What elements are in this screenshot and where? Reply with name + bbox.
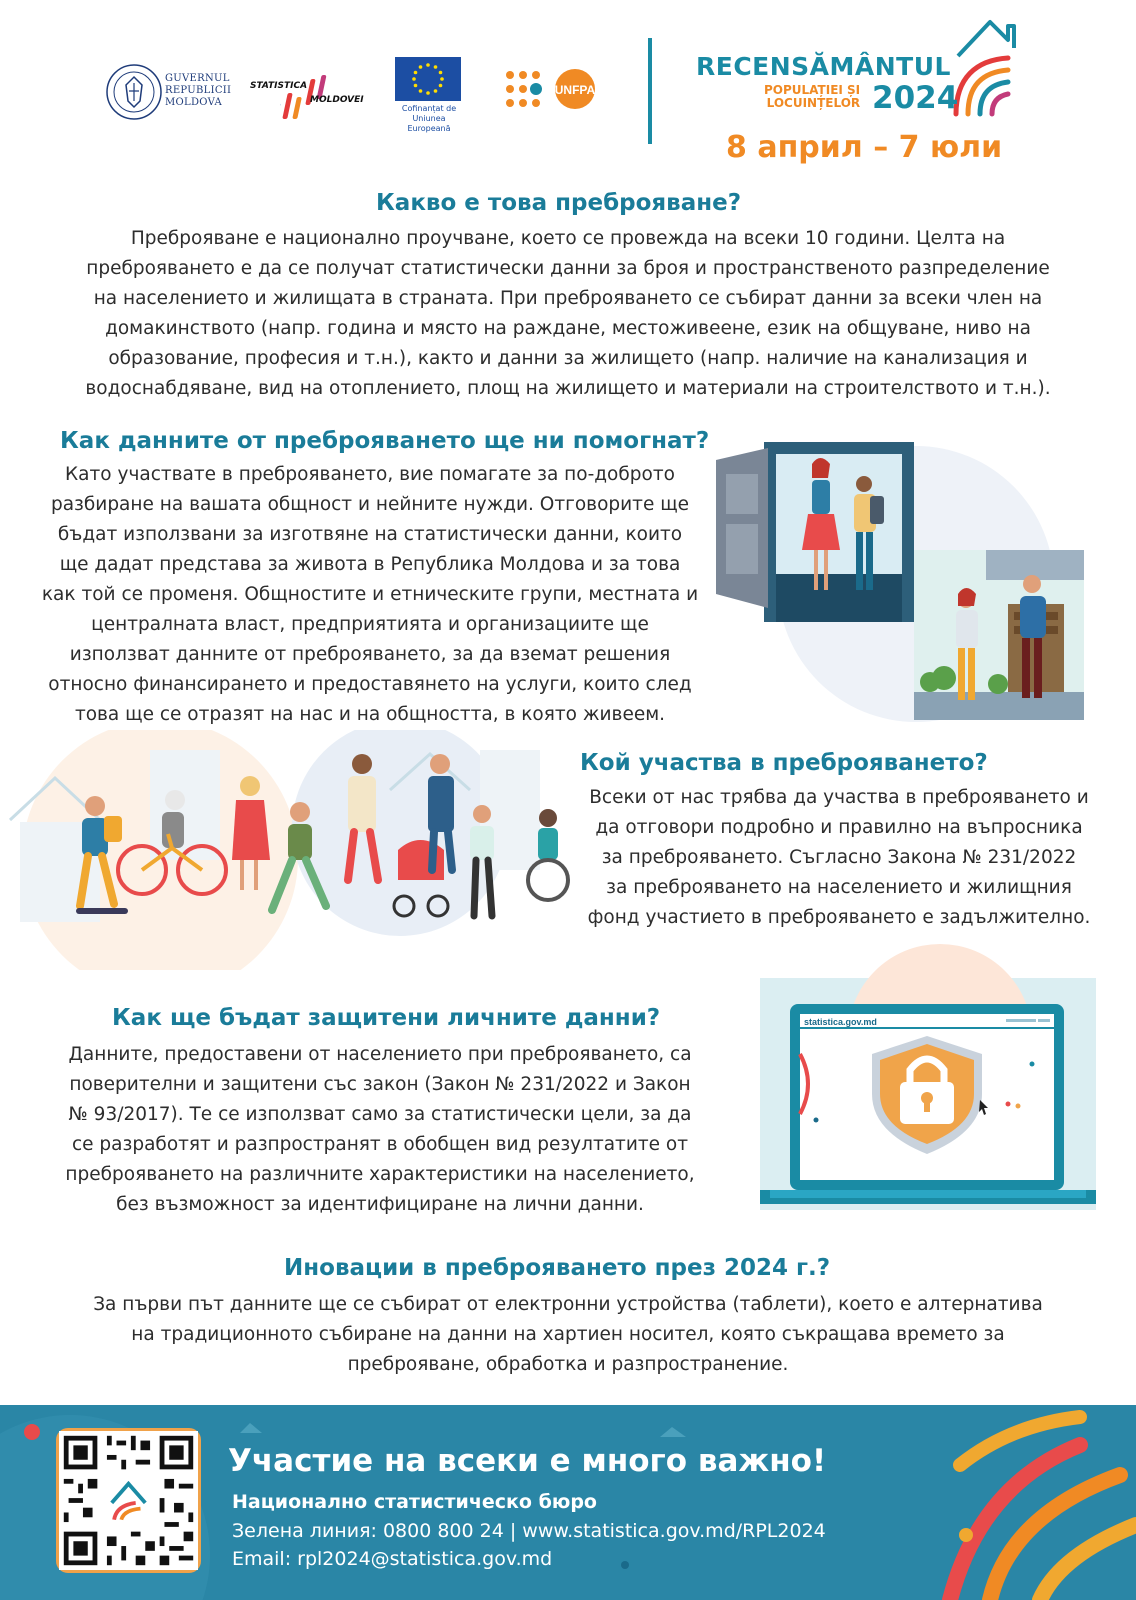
footer-email[interactable]: Email: rpl2024@statistica.gov.md [232, 1548, 553, 1570]
what-line: образование, професия и т.н.), както и данни за жилището (напр. наличие на канализация и [108, 348, 1028, 369]
protect-line: поверителни и защитени със закон (Закон № 231/2022 и Закон [69, 1074, 691, 1095]
who-line: фонд участието в преброяването е задължително. [587, 907, 1091, 928]
laptop-security-illustration [760, 944, 1096, 1210]
statistica-logo [250, 65, 370, 125]
gov-line-2: REPUBLICII [165, 85, 232, 96]
eu-logo [395, 57, 463, 134]
who-line: за преброяването на населението и жилищния [606, 877, 1072, 898]
government-logo [105, 63, 235, 123]
footer-banner [0, 1405, 1136, 1600]
what-line: водоснабдяване, вид на отоплението, площ на жилището и материали на строителството и т.н.). [85, 378, 1051, 399]
help-line: как той се променя. Общностите и етническите групи, местната и [41, 584, 699, 605]
what-line: домакинството (напр. година и място на раждане, местоживеене, език на общуване, ниво на [105, 318, 1031, 339]
help-line: ще дадат представа за живота в Република Молдова и за това [59, 554, 681, 575]
help-line: Като участвате в преброяването, вие помагате за по-доброто [65, 464, 675, 485]
help-line: бъдат използвани за изготвяне на статистически данни, които [57, 524, 683, 545]
footer-slogan: Участие на всеки е много важно! [228, 1443, 827, 1479]
un-dots-icon [505, 69, 597, 113]
what-line: преброяването е да се получат статистически данни за броя и пространственото разпределение [86, 258, 1050, 279]
help-line: относно финансирането и предоставянето на услуги, които след [48, 674, 692, 695]
unfpa-text: UNFPA [554, 83, 596, 97]
census-sub-2: LOCUINȚELOR [766, 96, 861, 110]
innov-line: преброяване, обработка и разпространение. [347, 1354, 789, 1375]
moldova-emblem-icon [105, 63, 163, 121]
help-line: използват данните от преброяването, за да вземат решения [69, 644, 671, 665]
eu-caption-2: Uniunea Europeană [407, 114, 451, 133]
qr-code-icon [59, 1431, 198, 1570]
protect-title: Как ще бъдат защитени личните данни? [112, 1005, 661, 1031]
who-line: за преброяването. Съгласно Закона № 231/2022 [601, 847, 1077, 868]
gov-line-3: MOLDOVA [165, 97, 222, 108]
protect-line: без възможност за идентифициране на лични данни. [116, 1194, 644, 1215]
what-title: Какво е това преброяване? [376, 190, 742, 216]
help-line: това ще се отразят на нас и на общността, в която живеем. [74, 704, 666, 725]
who-text [572, 783, 1106, 933]
protect-line: се разработят и разпространят в обобщен вид резултатите от [71, 1134, 688, 1155]
unfpa-logo [505, 69, 597, 117]
protect-line: Данните, предоставени от населението при преброяването, са [68, 1044, 692, 1065]
who-line: да отговори подробно и правилно на въпросника [595, 817, 1083, 838]
moldovei-text: MOLDOVEI [310, 95, 364, 105]
census-dates: 8 април – 7 юли [726, 130, 1003, 165]
eu-caption-1: Cofinanțat de [401, 104, 457, 113]
enumerator-door-illustration [716, 434, 1106, 734]
census-sub-1: POPULAȚIEI ȘI [764, 83, 861, 97]
what-text [40, 224, 1096, 404]
who-line: Всеки от нас трябва да участва в преброяването и [589, 787, 1089, 808]
what-line: на населението и жилищата в страната. При преброяването се събират данни за всеки член на [93, 288, 1043, 309]
protect-line: № 93/2017). Те се използват само за статистически цели, за да [68, 1104, 692, 1125]
census-year: 2024 [872, 80, 959, 116]
who-title: Кой участва в преброяването? [580, 750, 988, 776]
census-title: RECENSĂMÂNTUL [696, 52, 951, 81]
header-divider [648, 38, 652, 144]
help-title: Как данните от преброяването ще ни помогнат? [60, 428, 710, 454]
help-text [20, 460, 720, 730]
statistica-text: STATISTICA [250, 81, 308, 91]
innov-text [40, 1290, 1096, 1380]
what-line: Преброяване е национално проучване, което се провежда на всеки 10 години. Целта на [130, 228, 1006, 249]
innov-line: на традиционното събиране на данни на хартиен носител, която съкращава времето за [131, 1324, 1005, 1345]
qr-code[interactable] [56, 1428, 201, 1573]
help-line: централната власт, предприятията и организациите ще [91, 614, 649, 635]
protect-line: преброяването на различните характеристики на населението, [65, 1164, 695, 1185]
footer-org: Национално статистическо бюро [232, 1491, 597, 1513]
eu-flag-icon [395, 57, 461, 101]
footer-hotline[interactable]: Зелена линия: 0800 800 24 | www.statistica.gov.md/RPL2024 [232, 1520, 826, 1542]
screen-url: statistica.gov.md [804, 1017, 877, 1027]
innov-title: Иновации в преброяването през 2024 г.? [284, 1255, 831, 1281]
innov-line: За първи път данните ще се събират от електронни устройства (таблети), което е алтернатива [93, 1294, 1043, 1315]
people-illustration [0, 730, 580, 970]
census-logo [696, 18, 1026, 128]
gov-line-1: GUVERNUL [165, 73, 230, 84]
protect-text [30, 1040, 730, 1220]
help-line: разбиране на вашата общност и нейните нужди. Отговорите ще [50, 494, 690, 515]
